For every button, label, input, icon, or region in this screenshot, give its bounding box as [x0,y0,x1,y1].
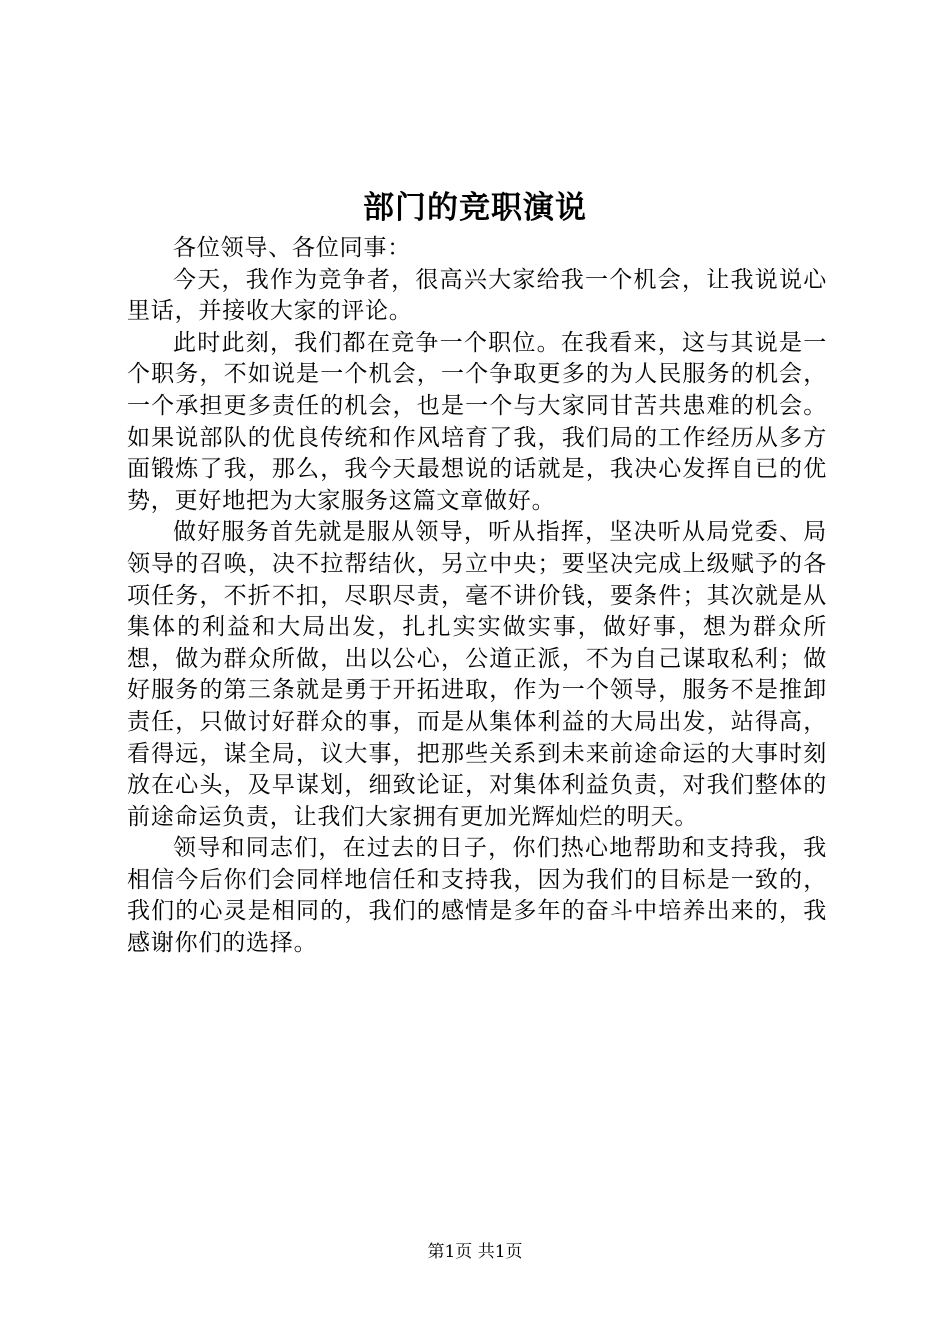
salutation-paragraph: 各位领导、各位同事： [173,235,411,261]
document-body [127,233,827,960]
page-footer: 第1页 共1页 [427,1242,523,1262]
body-paragraph-2: 此时此刻，我们都在竞争一个职位。在我看来，这与其说是一个职务，不如说是一个机会，一个争取更多的为人民服务的机会，一个承担更多责任的机会，也是一个与大家同甘苦共患难的机会。如果说部队的优良传统和作风培育了我，我们局的工作经历从多方面锻炼了我，那么，我今天最想说的话就是，我决心发挥自已的优势，更好地把为大家服务这篇文章做好。 [127,329,827,514]
document-title: 部门的竞职演说 [363,190,587,226]
body-paragraph-4: 领导和同志们，在过去的日子，你们热心地帮助和支持我，我相信今后你们会同样地信任和支持我，因为我们的目标是一致的，我们的心灵是相同的，我们的感情是多年的奋斗中培养出来的，我感谢你们的选择。 [127,835,827,957]
body-paragraph-1: 今天，我作为竞争者，很高兴大家给我一个机会，让我说说心里话，并接收大家的评论。 [127,266,827,325]
body-paragraph-3: 做好服务首先就是服从领导，听从指挥，坚决听从局党委、局领导的召唤，决不拉帮结伙，另立中央；要坚决完成上级赋予的各项任务，不折不扣，尽职尽责，毫不讲价钱，要条件；其次就是从集体的利益和大局出发，扎扎实实做实事，做好事，想为群众所想，做为群众所做，出以公心，公道正派，不为自己谋取私利；做好服务的第三条就是勇于开拓进取，作为一个领导，服务不是推卸责任，只做讨好群众的事，而是从集体利益的大局出发，站得高，看得远，谋全局，议大事，把那些关系到未来前途命运的大事时刻放在心头，及早谋划，细致论证，对集体利益负责，对我们整体的前途命运负责，让我们大家拥有更加光辉灿烂的明天。 [127,519,827,830]
